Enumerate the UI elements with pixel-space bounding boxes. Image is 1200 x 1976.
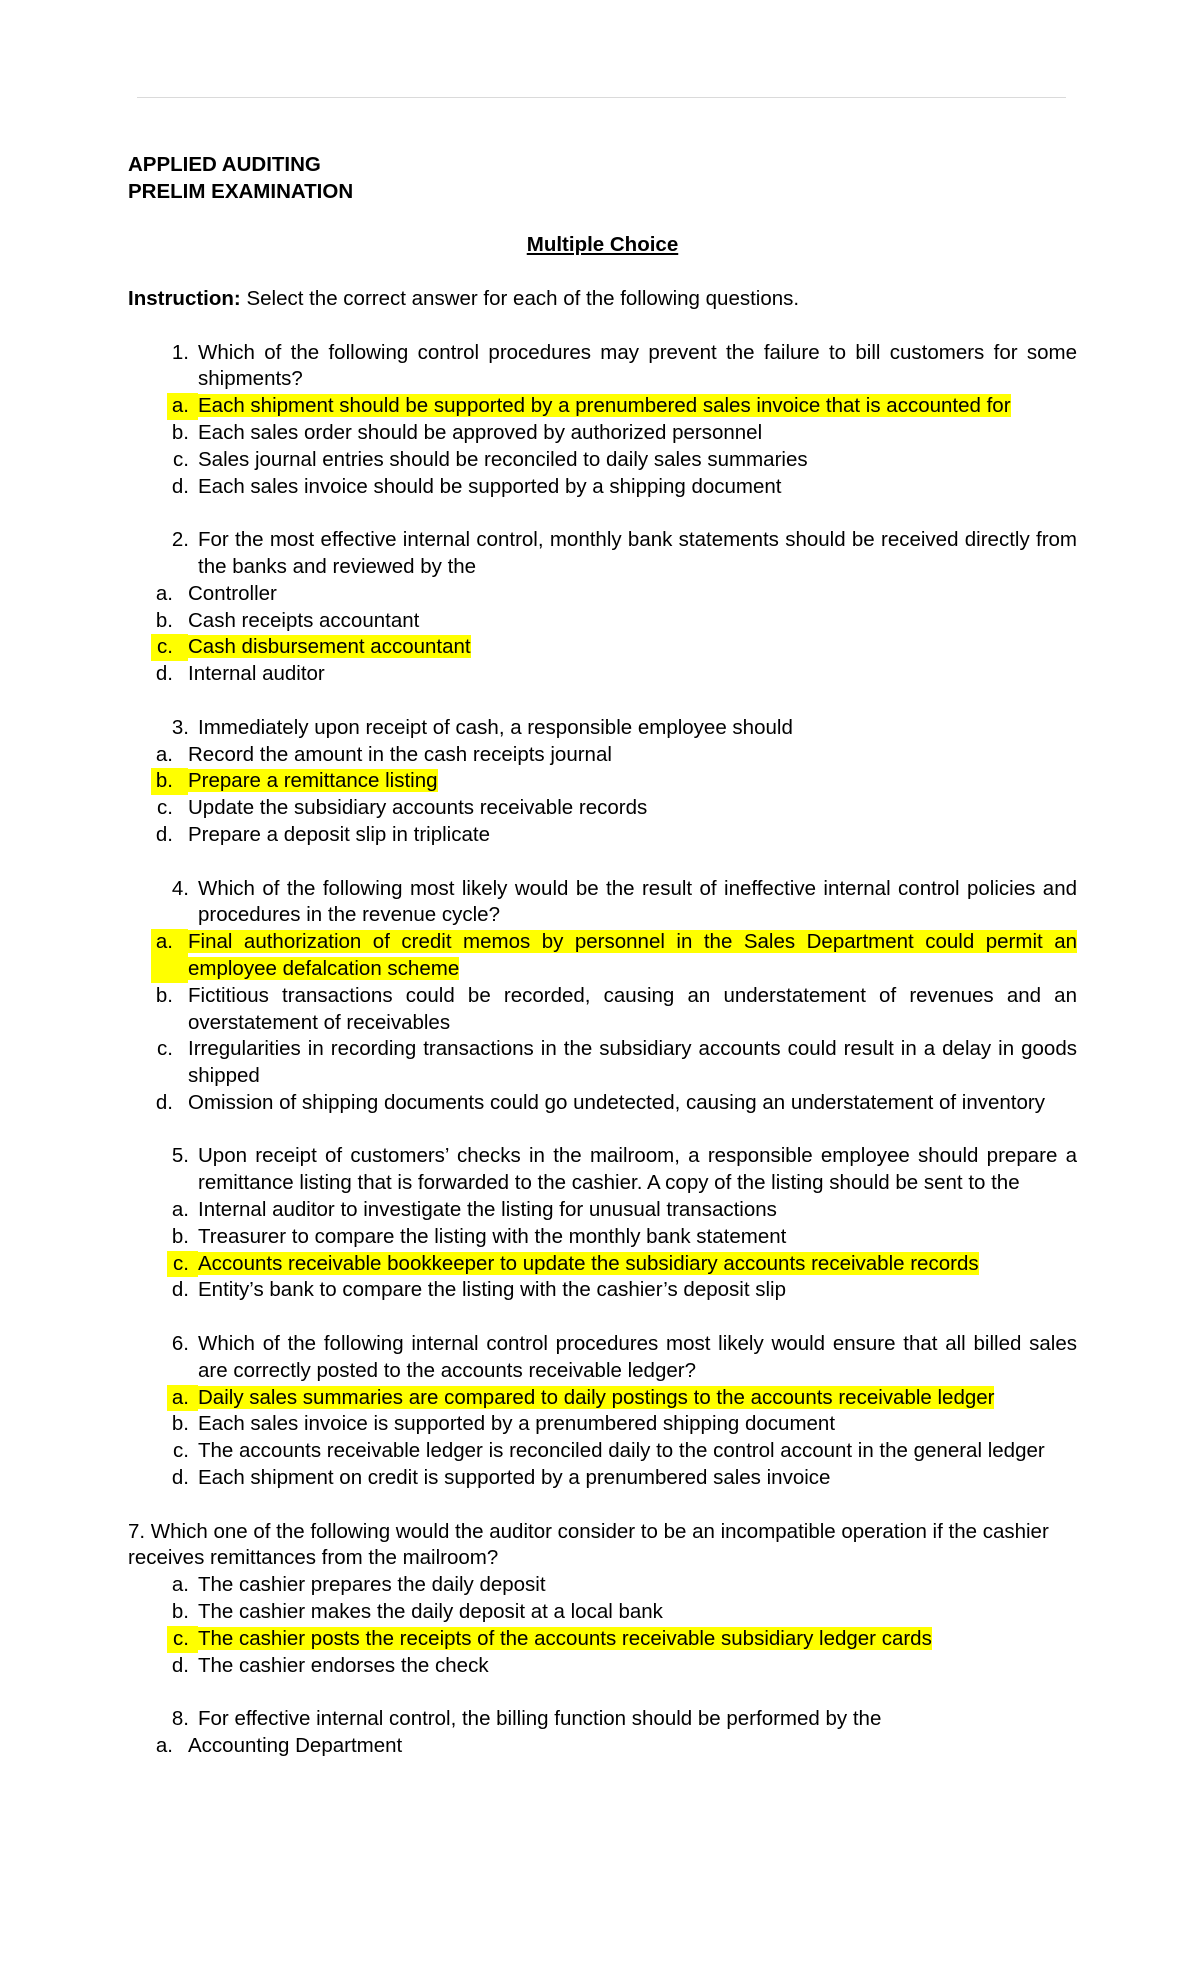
question-text: Immediately upon receipt of cash, a responsible employee should — [198, 715, 793, 739]
option-text — [198, 474, 1077, 501]
exam-title: PRELIM EXAMINATION — [128, 179, 354, 203]
option-text-content: Prepare a deposit slip in triplicate — [188, 822, 490, 846]
option-text — [198, 1197, 1077, 1224]
answer-option — [128, 1572, 1077, 1599]
option-letter-text: a. — [155, 1734, 173, 1758]
option-letter-text: d. — [171, 1278, 189, 1302]
option-text-content: Irregularities in recording transactions in the subsidiary accounts could result in a delay in goods shipped — [188, 1037, 1077, 1088]
option-text-content: Daily sales summaries are compared to daily postings to the accounts receivable ledger — [198, 1385, 995, 1409]
answer-option — [128, 661, 1077, 688]
answer-option — [128, 1090, 1077, 1117]
option-letter — [128, 1572, 198, 1599]
answer-option — [128, 1411, 1077, 1438]
option-text — [188, 1036, 1077, 1090]
answer-option-highlighted — [128, 929, 1077, 983]
header-rule — [137, 97, 1066, 98]
option-text-content: Each shipment should be supported by a prenumbered sales invoice that is accounted for — [198, 394, 1011, 418]
question-number: 3. — [171, 715, 189, 739]
answer-option — [128, 983, 1077, 1037]
option-letter-text: b. — [171, 1600, 189, 1624]
question-number: 2. — [171, 528, 189, 552]
answer-option-highlighted — [128, 768, 1077, 795]
answer-option — [128, 581, 1077, 608]
option-letter — [128, 1090, 188, 1117]
option-text-content: Entity’s bank to compare the listing with the cashier’s deposit slip — [198, 1278, 786, 1302]
option-letter — [128, 1197, 198, 1224]
option-text — [188, 822, 1077, 849]
option-text-content: Final authorization of credit memos by personnel in the Sales Department could permit an employee defalcation scheme — [188, 930, 1077, 980]
option-letter — [128, 581, 188, 608]
answer-option-highlighted — [128, 1626, 1077, 1653]
answer-option — [128, 1599, 1077, 1626]
option-text — [198, 1626, 1077, 1653]
answer-option — [128, 447, 1077, 474]
option-letter-text: a. — [171, 394, 189, 418]
option-text — [198, 1599, 1077, 1626]
option-letter-text: d. — [171, 1653, 189, 1677]
option-text — [198, 1411, 1077, 1438]
option-text-content: The cashier endorses the check — [198, 1653, 489, 1677]
option-text — [198, 1277, 1077, 1304]
option-text — [188, 983, 1077, 1037]
option-text-content: Sales journal entries should be reconciled to daily sales summaries — [198, 447, 808, 471]
option-text — [188, 581, 1077, 608]
option-text — [188, 661, 1077, 688]
option-text-content: Fictitious transactions could be recorded, causing an understatement of revenues and an overstatement of receivables — [188, 983, 1077, 1034]
option-letter — [128, 1036, 188, 1090]
option-letter — [128, 420, 198, 447]
option-letter — [128, 1465, 198, 1492]
option-letter — [128, 822, 188, 849]
option-text — [198, 1224, 1077, 1251]
question-stem — [128, 715, 1077, 742]
option-letter — [128, 1599, 198, 1626]
option-text — [198, 393, 1077, 420]
option-letter-text: d. — [171, 474, 189, 498]
option-letter-text: d. — [155, 1090, 173, 1114]
question-number: 5. — [171, 1144, 189, 1168]
option-letter — [128, 1626, 198, 1653]
question-text: Which of the following control procedures may prevent the failure to bill customers for some shipments? — [198, 340, 1077, 391]
answer-option — [128, 1438, 1077, 1465]
option-text-content: Record the amount in the cash receipts journal — [188, 742, 612, 766]
answer-option-highlighted — [128, 1251, 1077, 1278]
option-text — [188, 795, 1077, 822]
question-block — [128, 340, 1077, 501]
option-text-content: The cashier posts the receipts of the accounts receivable subsidiary ledger cards — [198, 1626, 932, 1650]
question-list — [128, 340, 1077, 1760]
question-stem — [128, 1143, 1077, 1197]
section-heading: Multiple Choice — [526, 233, 679, 257]
answer-option — [128, 1465, 1077, 1492]
option-letter — [128, 393, 198, 420]
option-letter-text: a. — [155, 581, 173, 605]
question-block — [128, 527, 1077, 688]
question-text: Which of the following most likely would be the result of ineffective internal control policies and procedures in the revenue cycle? — [198, 876, 1077, 927]
question-block — [128, 1706, 1077, 1760]
option-letter — [128, 768, 188, 795]
answer-option — [128, 420, 1077, 447]
question-stem — [128, 1331, 1077, 1385]
option-letter — [128, 1224, 198, 1251]
option-text-content: Each shipment on credit is supported by a prenumbered sales invoice — [198, 1466, 831, 1490]
answer-option — [128, 742, 1077, 769]
option-letter — [128, 661, 188, 688]
question-block — [128, 876, 1077, 1117]
option-letter — [128, 1411, 198, 1438]
option-letter — [128, 1277, 198, 1304]
answer-option — [128, 1653, 1077, 1680]
option-text-content: Internal auditor to investigate the listing for unusual transactions — [198, 1198, 777, 1222]
option-letter-text: c. — [157, 635, 173, 659]
option-letter-text: b. — [171, 1412, 189, 1436]
option-letter-text: c. — [173, 1251, 189, 1275]
option-text-content: Update the subsidiary accounts receivable records — [188, 796, 648, 820]
option-text-content: The cashier makes the daily deposit at a local bank — [198, 1600, 663, 1624]
option-text-content: The cashier prepares the daily deposit — [198, 1573, 546, 1597]
option-letter-text: d. — [155, 662, 173, 686]
question-text: 7. Which one of the following would the auditor consider to be an incompatible operation if the cashier — [128, 1519, 1049, 1543]
option-letter-text: a. — [171, 1385, 189, 1409]
question-text: For effective internal control, the billing function should be performed by the — [198, 1707, 882, 1731]
option-text — [198, 1465, 1077, 1492]
option-text-content: Accounts receivable bookkeeper to update the subsidiary accounts receivable records — [198, 1251, 979, 1275]
option-letter — [128, 634, 188, 661]
option-letter — [128, 742, 188, 769]
option-letter-text: c. — [173, 1439, 189, 1463]
option-text-content: The accounts receivable ledger is reconciled daily to the control account in the general ledger — [198, 1439, 1045, 1463]
option-text — [198, 420, 1077, 447]
option-text-content: Accounting Department — [188, 1734, 403, 1758]
option-text-content: Each sales invoice should be supported by a shipping document — [198, 474, 782, 498]
option-letter — [128, 1653, 198, 1680]
option-letter-text: c. — [173, 447, 189, 471]
option-letter-text: a. — [155, 742, 173, 766]
option-text — [198, 1653, 1077, 1680]
question-block — [128, 1143, 1077, 1304]
question-block — [128, 1519, 1077, 1680]
question-number: 4. — [171, 876, 189, 900]
question-stem — [128, 1706, 1077, 1733]
option-letter — [128, 1385, 198, 1412]
question-text: For the most effective internal control, monthly bank statements should be received directly from the banks and reviewed by the — [198, 528, 1077, 578]
option-letter-text: c. — [173, 1626, 189, 1650]
question-stem — [128, 876, 1077, 930]
option-letter-text: b. — [155, 983, 173, 1007]
question-text-continued: receives remittances from the mailroom? — [128, 1546, 499, 1570]
question-block — [128, 715, 1077, 849]
question-stem — [128, 340, 1077, 394]
answer-option — [128, 1036, 1077, 1090]
option-text — [198, 447, 1077, 474]
answer-option — [128, 1277, 1077, 1304]
option-text — [188, 929, 1077, 983]
instruction-text: Select the correct answer for each of the following questions. — [240, 286, 800, 310]
option-text-content: Each sales invoice is supported by a prenumbered shipping document — [198, 1412, 836, 1436]
option-text-content: Omission of shipping documents could go undetected, causing an understatement of inventory — [188, 1090, 1045, 1114]
question-block — [128, 1331, 1077, 1492]
option-text-content: Cash disbursement accountant — [188, 635, 471, 659]
option-text-content: Cash receipts accountant — [188, 608, 420, 632]
option-letter — [128, 1438, 198, 1465]
question-number: 6. — [171, 1332, 189, 1356]
option-letter-text: b. — [155, 608, 173, 632]
answer-option — [128, 795, 1077, 822]
option-text — [198, 1572, 1077, 1599]
option-letter — [128, 1733, 188, 1760]
option-letter-text: d. — [171, 1466, 189, 1490]
option-text — [198, 1251, 1077, 1278]
option-letter-text: c. — [157, 796, 173, 820]
option-letter-text: b. — [155, 769, 173, 793]
option-letter-text: b. — [171, 420, 189, 444]
question-number: 1. — [171, 340, 189, 364]
answer-option-highlighted — [128, 393, 1077, 420]
option-letter — [128, 795, 188, 822]
option-letter-text: a. — [171, 1198, 189, 1222]
option-letter-text: a. — [171, 1573, 189, 1597]
question-stem — [128, 527, 1077, 581]
course-title: APPLIED AUDITING — [128, 153, 321, 176]
instruction-label: Instruction: — [128, 286, 241, 310]
option-letter — [128, 929, 188, 983]
option-text — [188, 1090, 1077, 1117]
option-letter — [128, 608, 188, 635]
option-text-content: Each sales order should be approved by authorized personnel — [198, 420, 763, 444]
instruction — [128, 286, 1077, 313]
answer-option — [128, 1224, 1077, 1251]
option-letter-text: b. — [171, 1224, 189, 1248]
answer-option — [128, 822, 1077, 849]
answer-option-highlighted — [128, 1385, 1077, 1412]
option-text-content: Treasurer to compare the listing with the monthly bank statement — [198, 1224, 787, 1248]
answer-option — [128, 1733, 1077, 1760]
option-text — [198, 1438, 1077, 1465]
option-text — [198, 1385, 1077, 1412]
option-letter — [128, 1251, 198, 1278]
answer-option-highlighted — [128, 634, 1077, 661]
answer-option — [128, 1197, 1077, 1224]
document-content — [128, 152, 1077, 1760]
question-text: Upon receipt of customers’ checks in the mailroom, a responsible employee should prepare a remittance listing that is forwarded to the cashier. A copy of the listing should be sent to the — [198, 1144, 1077, 1195]
option-text — [188, 634, 1077, 661]
option-text — [188, 768, 1077, 795]
question-text: Which of the following internal control procedures most likely would ensure that all billed sales are correctly posted to the accounts receivable ledger? — [198, 1332, 1077, 1382]
option-letter — [128, 983, 188, 1037]
option-letter — [128, 474, 198, 501]
option-letter — [128, 447, 198, 474]
answer-option — [128, 608, 1077, 635]
option-text-content: Prepare a remittance listing — [188, 769, 438, 793]
option-text-content: Controller — [188, 581, 277, 605]
answer-option — [128, 474, 1077, 501]
option-letter-text: c. — [157, 1037, 173, 1061]
option-letter-text: d. — [155, 822, 173, 846]
question-number: 8. — [171, 1707, 189, 1731]
option-text-content: Internal auditor — [188, 662, 325, 686]
option-letter-text: a. — [155, 930, 173, 954]
option-text — [188, 742, 1077, 769]
option-text — [188, 1733, 1077, 1760]
option-text — [188, 608, 1077, 635]
